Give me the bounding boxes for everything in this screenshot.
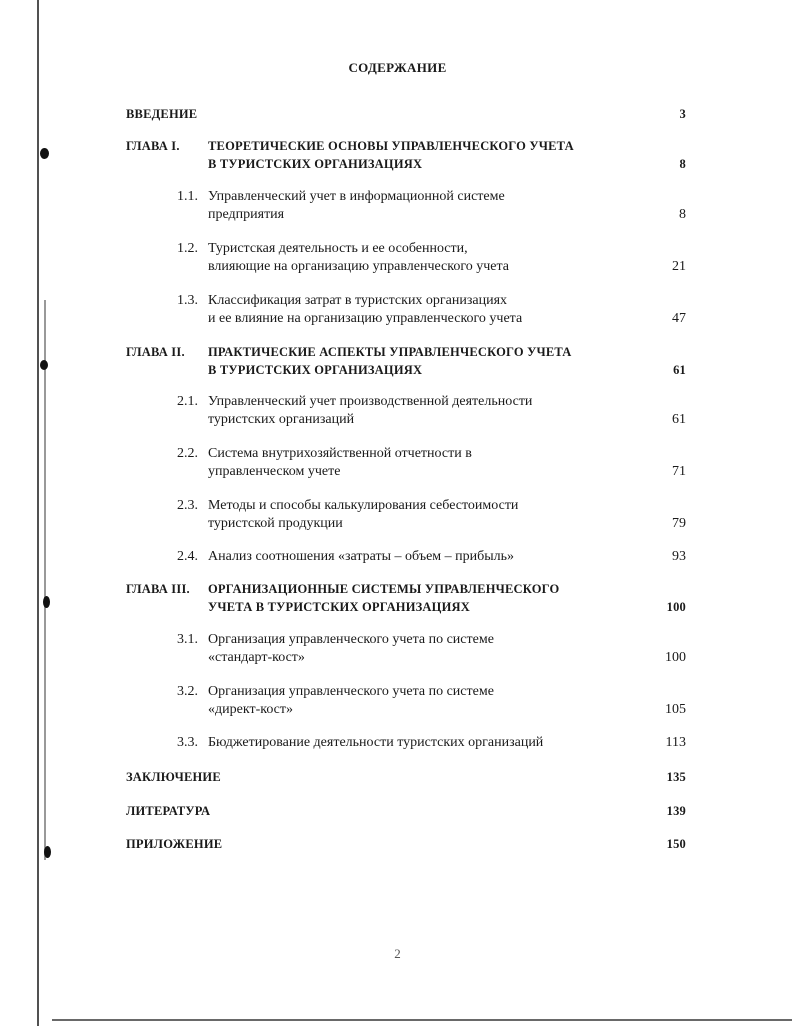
toc-label: 3.2. [177, 684, 198, 699]
toc-text-line: Управленческий учет производственной деятельности [208, 394, 533, 409]
toc-text-line: «стандарт-кост» [208, 650, 305, 665]
toc-page: 100 [666, 600, 686, 614]
toc-label: ПРИЛОЖЕНИЕ [126, 837, 223, 851]
toc-label: 3.1. [177, 632, 198, 647]
toc-label: ВВЕДЕНИЕ [126, 107, 198, 121]
scan-blot [44, 846, 51, 858]
toc-entry-3-1[interactable] [177, 631, 686, 669]
toc-page: 105 [665, 702, 686, 717]
toc-page: 79 [672, 516, 686, 531]
toc-entry-intro[interactable] [126, 105, 686, 123]
toc-page: 8 [679, 207, 686, 222]
toc-label: 2.2. [177, 446, 198, 461]
toc-page: 3 [679, 107, 686, 121]
toc-text-line: Организация управленческого учета по системе [208, 684, 494, 699]
toc-text-line: УЧЕТА В ТУРИСТСКИХ ОРГАНИЗАЦИЯХ [208, 600, 470, 614]
toc-text-line: ТЕОРЕТИЧЕСКИЕ ОСНОВЫ УПРАВЛЕНЧЕСКОГО УЧЕТА [208, 139, 574, 153]
scan-edge [44, 300, 46, 860]
toc-label: 3.3. [177, 735, 198, 750]
toc-page: 8 [679, 157, 686, 171]
toc-label: 1.2. [177, 241, 198, 256]
toc-text-line: и ее влияние на организацию управленческого учета [208, 311, 523, 326]
toc-page: 93 [672, 549, 686, 564]
toc-text-line: Анализ соотношения «затраты – объем – прибыль» [208, 549, 515, 564]
toc-text-line: Туристская деятельность и ее особенности, [208, 241, 468, 256]
toc-text-line: ОРГАНИЗАЦИОННЫЕ СИСТЕМЫ УПРАВЛЕНЧЕСКОГО [208, 582, 560, 596]
scan-edge [37, 0, 39, 1026]
toc-text-line: Классификация затрат в туристских организациях [208, 293, 508, 308]
toc-text-line: В ТУРИСТСКИХ ОРГАНИЗАЦИЯХ [208, 157, 423, 171]
toc-text-line: Бюджетирование деятельности туристских организаций [208, 735, 544, 750]
toc-label: 2.4. [177, 549, 198, 564]
toc-page: 150 [666, 837, 686, 851]
toc-text-line: В ТУРИСТСКИХ ОРГАНИЗАЦИЯХ [208, 363, 423, 377]
toc-page: 21 [672, 259, 686, 274]
toc-label: 1.3. [177, 293, 198, 308]
toc-entry-chapter-2[interactable] [126, 343, 686, 381]
toc-entry-1-2[interactable] [177, 240, 686, 278]
toc-entry-1-1[interactable] [177, 188, 686, 226]
scan-edge [52, 1019, 792, 1021]
toc-entry-3-2[interactable] [177, 683, 686, 721]
scan-blot [40, 360, 48, 370]
toc-text-line: Методы и способы калькулирования себестоимости [208, 498, 519, 513]
toc-page: 113 [665, 735, 686, 750]
page-number: 2 [394, 946, 401, 961]
toc-text-line: ПРАКТИЧЕСКИЕ АСПЕКТЫ УПРАВЛЕНЧЕСКОГО УЧЕТА [208, 345, 572, 359]
toc-page: 139 [666, 804, 686, 818]
toc-entry-chapter-1[interactable] [126, 137, 686, 175]
toc-label: ГЛАВА II. [126, 345, 185, 359]
scan-blot [40, 148, 49, 159]
toc-entry-3-3[interactable] [177, 734, 686, 752]
toc-label: 1.1. [177, 189, 198, 204]
toc-page: 61 [673, 363, 686, 377]
toc-text-line: предприятия [208, 207, 285, 222]
toc-page: 100 [665, 650, 686, 665]
toc-entry-2-3[interactable] [177, 497, 686, 535]
toc-page: 47 [672, 311, 686, 326]
toc-page: 61 [672, 412, 686, 427]
toc-text-line: «директ-кост» [208, 702, 293, 717]
toc-text-line: Управленческий учет в информационной системе [208, 189, 505, 204]
toc-entry-references[interactable] [126, 802, 686, 820]
toc-entry-2-1[interactable] [177, 393, 686, 431]
toc-label: ГЛАВА III. [126, 582, 190, 596]
toc-entry-1-3[interactable] [177, 292, 686, 330]
toc-entry-chapter-3[interactable] [126, 580, 686, 618]
toc-label: ЛИТЕРАТУРА [126, 804, 211, 818]
toc-entry-2-2[interactable] [177, 445, 686, 483]
page-title: СОДЕРЖАНИЕ [348, 60, 447, 75]
toc-entry-appendix[interactable] [126, 835, 686, 853]
toc-label: ГЛАВА I. [126, 139, 180, 153]
toc-text-line: Система внутрихозяйственной отчетности в [208, 446, 472, 461]
toc-label: 2.3. [177, 498, 198, 513]
toc-entry-conclusion[interactable] [126, 768, 686, 786]
toc-page: 135 [666, 770, 686, 784]
toc-label: 2.1. [177, 394, 198, 409]
toc-text-line: управленческом учете [208, 464, 341, 479]
toc-entry-2-4[interactable] [177, 548, 686, 566]
toc-text-line: влияющие на организацию управленческого учета [208, 259, 510, 274]
toc-label: ЗАКЛЮЧЕНИЕ [126, 770, 221, 784]
toc-page: 71 [672, 464, 686, 479]
toc-text-line: туристских организаций [208, 412, 355, 427]
toc-text-line: Организация управленческого учета по системе [208, 632, 494, 647]
scan-blot [43, 596, 50, 608]
toc-text-line: туристской продукции [208, 516, 343, 531]
